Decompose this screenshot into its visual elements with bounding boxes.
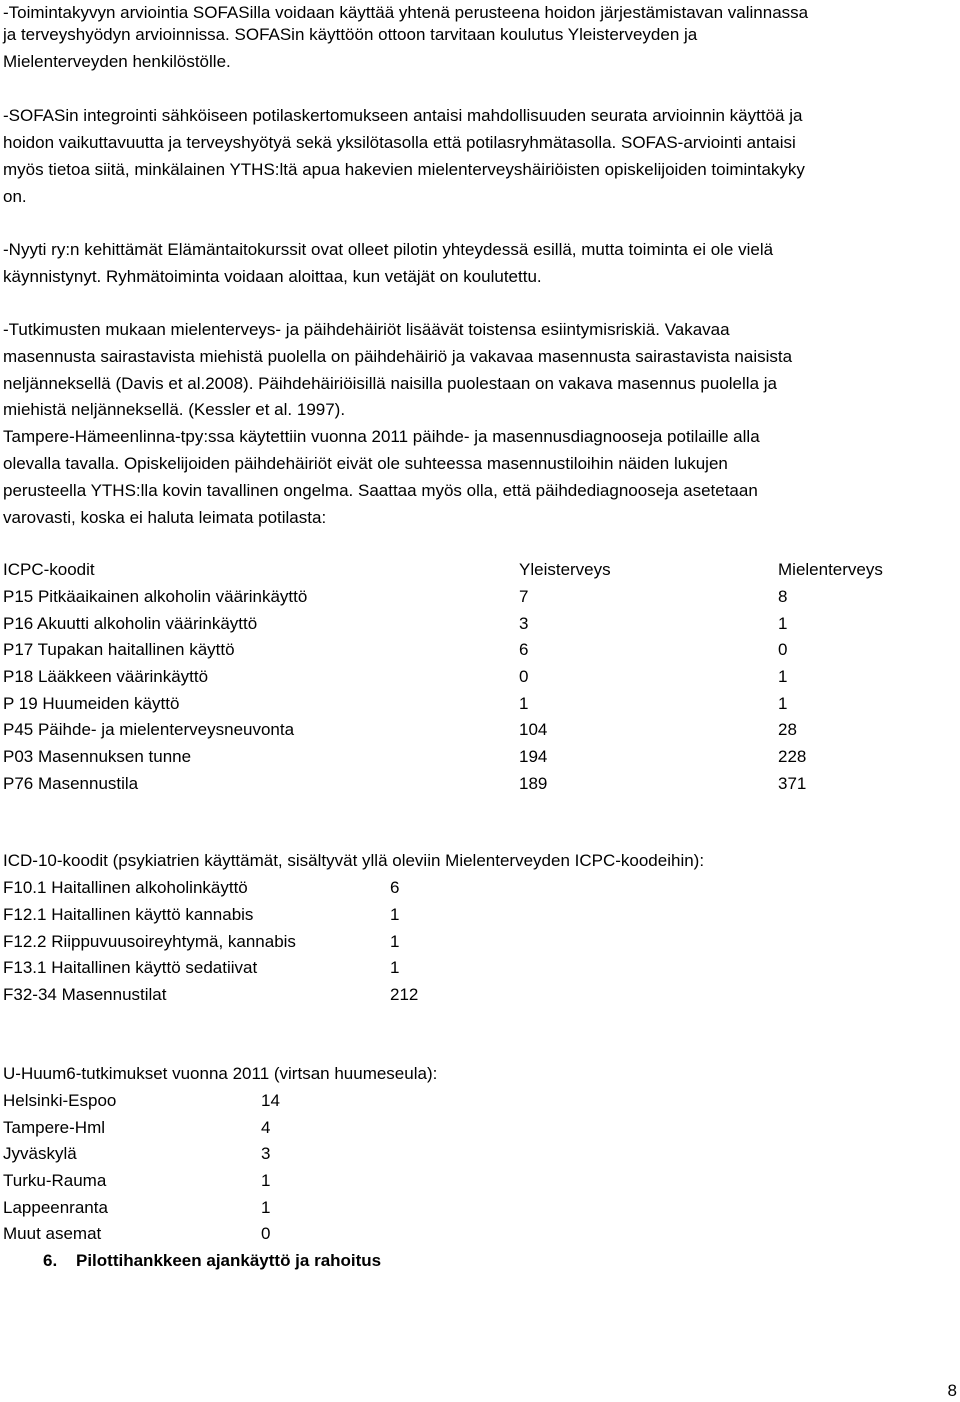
text-line: hoidon vaikuttavuutta ja terveyshyötyä sekä yksilötasolla että potilasryhmätasolla. SOFAS-arviointi antaisi [3, 133, 796, 152]
table-cell: 1 [390, 905, 400, 924]
table-cell: 4 [261, 1118, 271, 1137]
table-cell: F13.1 Haitallinen käyttö sedatiivat [3, 958, 258, 977]
table-cell: 7 [519, 587, 529, 606]
text-line: perusteella YTHS:lla kovin tavallinen ongelma. Saattaa myös olla, että päihdediagnooseja asetetaan [3, 481, 758, 500]
table-cell: P16 Akuutti alkoholin väärinkäyttö [3, 614, 258, 633]
table-cell: P45 Päihde- ja mielenterveysneuvonta [3, 720, 295, 739]
table-cell: Turku-Rauma [3, 1171, 107, 1190]
table-cell: 0 [778, 640, 788, 659]
table-cell: 104 [519, 720, 548, 739]
table-cell: 1 [390, 958, 400, 977]
table-cell: 6 [390, 878, 400, 897]
page-number: 8 [947, 1381, 957, 1400]
table-cell: 189 [519, 774, 548, 793]
table-cell: 371 [778, 774, 807, 793]
table-cell: P15 Pitkäaikainen alkoholin väärinkäyttö [3, 587, 308, 606]
text-line: käynnistynyt. Ryhmätoiminta voidaan aloittaa, kun vetäjät on koulutettu. [3, 267, 542, 286]
section-heading-text: Pilottihankkeen ajankäyttö ja rahoitus [76, 1251, 382, 1270]
text-line: neljänneksellä (Davis et al.2008). Päihdehäiriöisillä naisilla puolestaan on vakava masennus puolella ja [3, 374, 777, 393]
text-line: masennusta sairastavista miehistä puolella on päihdehäiriö ja vakavaa masennusta sairastavista naisista [3, 347, 793, 366]
section-number: 6. [43, 1251, 58, 1270]
table-cell: 0 [261, 1224, 271, 1243]
table-cell: 194 [519, 747, 548, 766]
table-cell: 1 [519, 694, 529, 713]
table-cell: 212 [390, 985, 419, 1004]
table-cell: 1 [778, 614, 788, 633]
table-cell: P76 Masennustila [3, 774, 139, 793]
text-line: miehistä neljänneksellä. (Kessler et al. 1997). [3, 400, 346, 419]
table-cell: Lappeenranta [3, 1198, 108, 1217]
table-cell: Muut asemat [3, 1224, 102, 1243]
table-cell: 3 [261, 1144, 271, 1163]
table-cell: F12.2 Riippuvuusoireyhtymä, kannabis [3, 932, 296, 951]
text-line: -SOFASin integrointi sähköiseen potilaskertomukseen antaisi mahdollisuuden seurata arvioinnin käyttöä ja [3, 106, 803, 125]
table-cell: 14 [261, 1091, 280, 1110]
text-line: -Nyyti ry:n kehittämät Elämäntaitokurssit ovat olleet pilotin yhteydessä esillä, mutta toiminta ei ole vielä [3, 240, 774, 259]
table-cell: F32-34 Masennustilat [3, 985, 167, 1004]
text-line: Tampere-Hämeenlinna-tpy:ssa käytettiin vuonna 2011 päihde- ja masennusdiagnooseja potilaille alla [3, 427, 760, 446]
text-line: on. [3, 187, 27, 206]
table-cell: 1 [778, 694, 788, 713]
table-cell: 1 [778, 667, 788, 686]
table-cell: 0 [519, 667, 529, 686]
table-cell: 6 [519, 640, 529, 659]
text-line: Mielenterveyden henkilöstölle. [3, 52, 231, 71]
table-cell: 1 [261, 1171, 271, 1190]
table-cell: P 19 Huumeiden käyttö [3, 694, 180, 713]
text-line: ja terveyshyödyn arvioinnissa. SOFASin käyttöön ottoon tarvitaan koulutus Yleisterveyden ja [3, 25, 698, 44]
table-cell: Tampere-Hml [3, 1118, 106, 1137]
text-line: -Toimintakyvyn arviointia SOFASilla voidaan käyttää yhtenä perusteena hoidon järjestämistavan valinnassa [3, 3, 809, 22]
section-title: ICD-10-koodit (psykiatrien käyttämät, sisältyvät yllä oleviin Mielenterveyden ICPC-koodeihin): [3, 851, 705, 870]
text-line: varovasti, koska ei haluta leimata potilasta: [3, 508, 327, 527]
table-cell: Helsinki-Espoo [3, 1091, 117, 1110]
table-cell: 8 [778, 587, 788, 606]
table-cell: 28 [778, 720, 797, 739]
table-cell: 3 [519, 614, 529, 633]
text-line: -Tutkimusten mukaan mielenterveys- ja päihdehäiriöt lisäävät toistensa esiintymisriskiä. Vakavaa [3, 320, 730, 339]
column-header: Mielenterveys [778, 560, 883, 579]
table-cell: F12.1 Haitallinen käyttö kannabis [3, 905, 254, 924]
table-cell: 1 [261, 1198, 271, 1217]
text-line: olevalla tavalla. Opiskelijoiden päihdehäiriöt eivät ole suhteessa masennustiloihin näiden lukujen [3, 454, 728, 473]
text-line: myös tietoa siitä, minkälainen YTHS:ltä apua hakevien mielenterveyshäiriöisten opiskelijoiden toimintakyky [3, 160, 805, 179]
section-title: U-Huum6-tutkimukset vuonna 2011 (virtsan huumeseula): [3, 1064, 438, 1083]
table-cell: F10.1 Haitallinen alkoholinkäyttö [3, 878, 248, 897]
column-header: Yleisterveys [519, 560, 611, 579]
table-cell: P17 Tupakan haitallinen käyttö [3, 640, 235, 659]
table-cell: Jyväskylä [3, 1144, 77, 1163]
table-cell: 1 [390, 932, 400, 951]
table-cell: P03 Masennuksen tunne [3, 747, 192, 766]
column-header: ICPC-koodit [3, 560, 95, 579]
table-cell: 228 [778, 747, 807, 766]
table-cell: P18 Lääkkeen väärinkäyttö [3, 667, 209, 686]
